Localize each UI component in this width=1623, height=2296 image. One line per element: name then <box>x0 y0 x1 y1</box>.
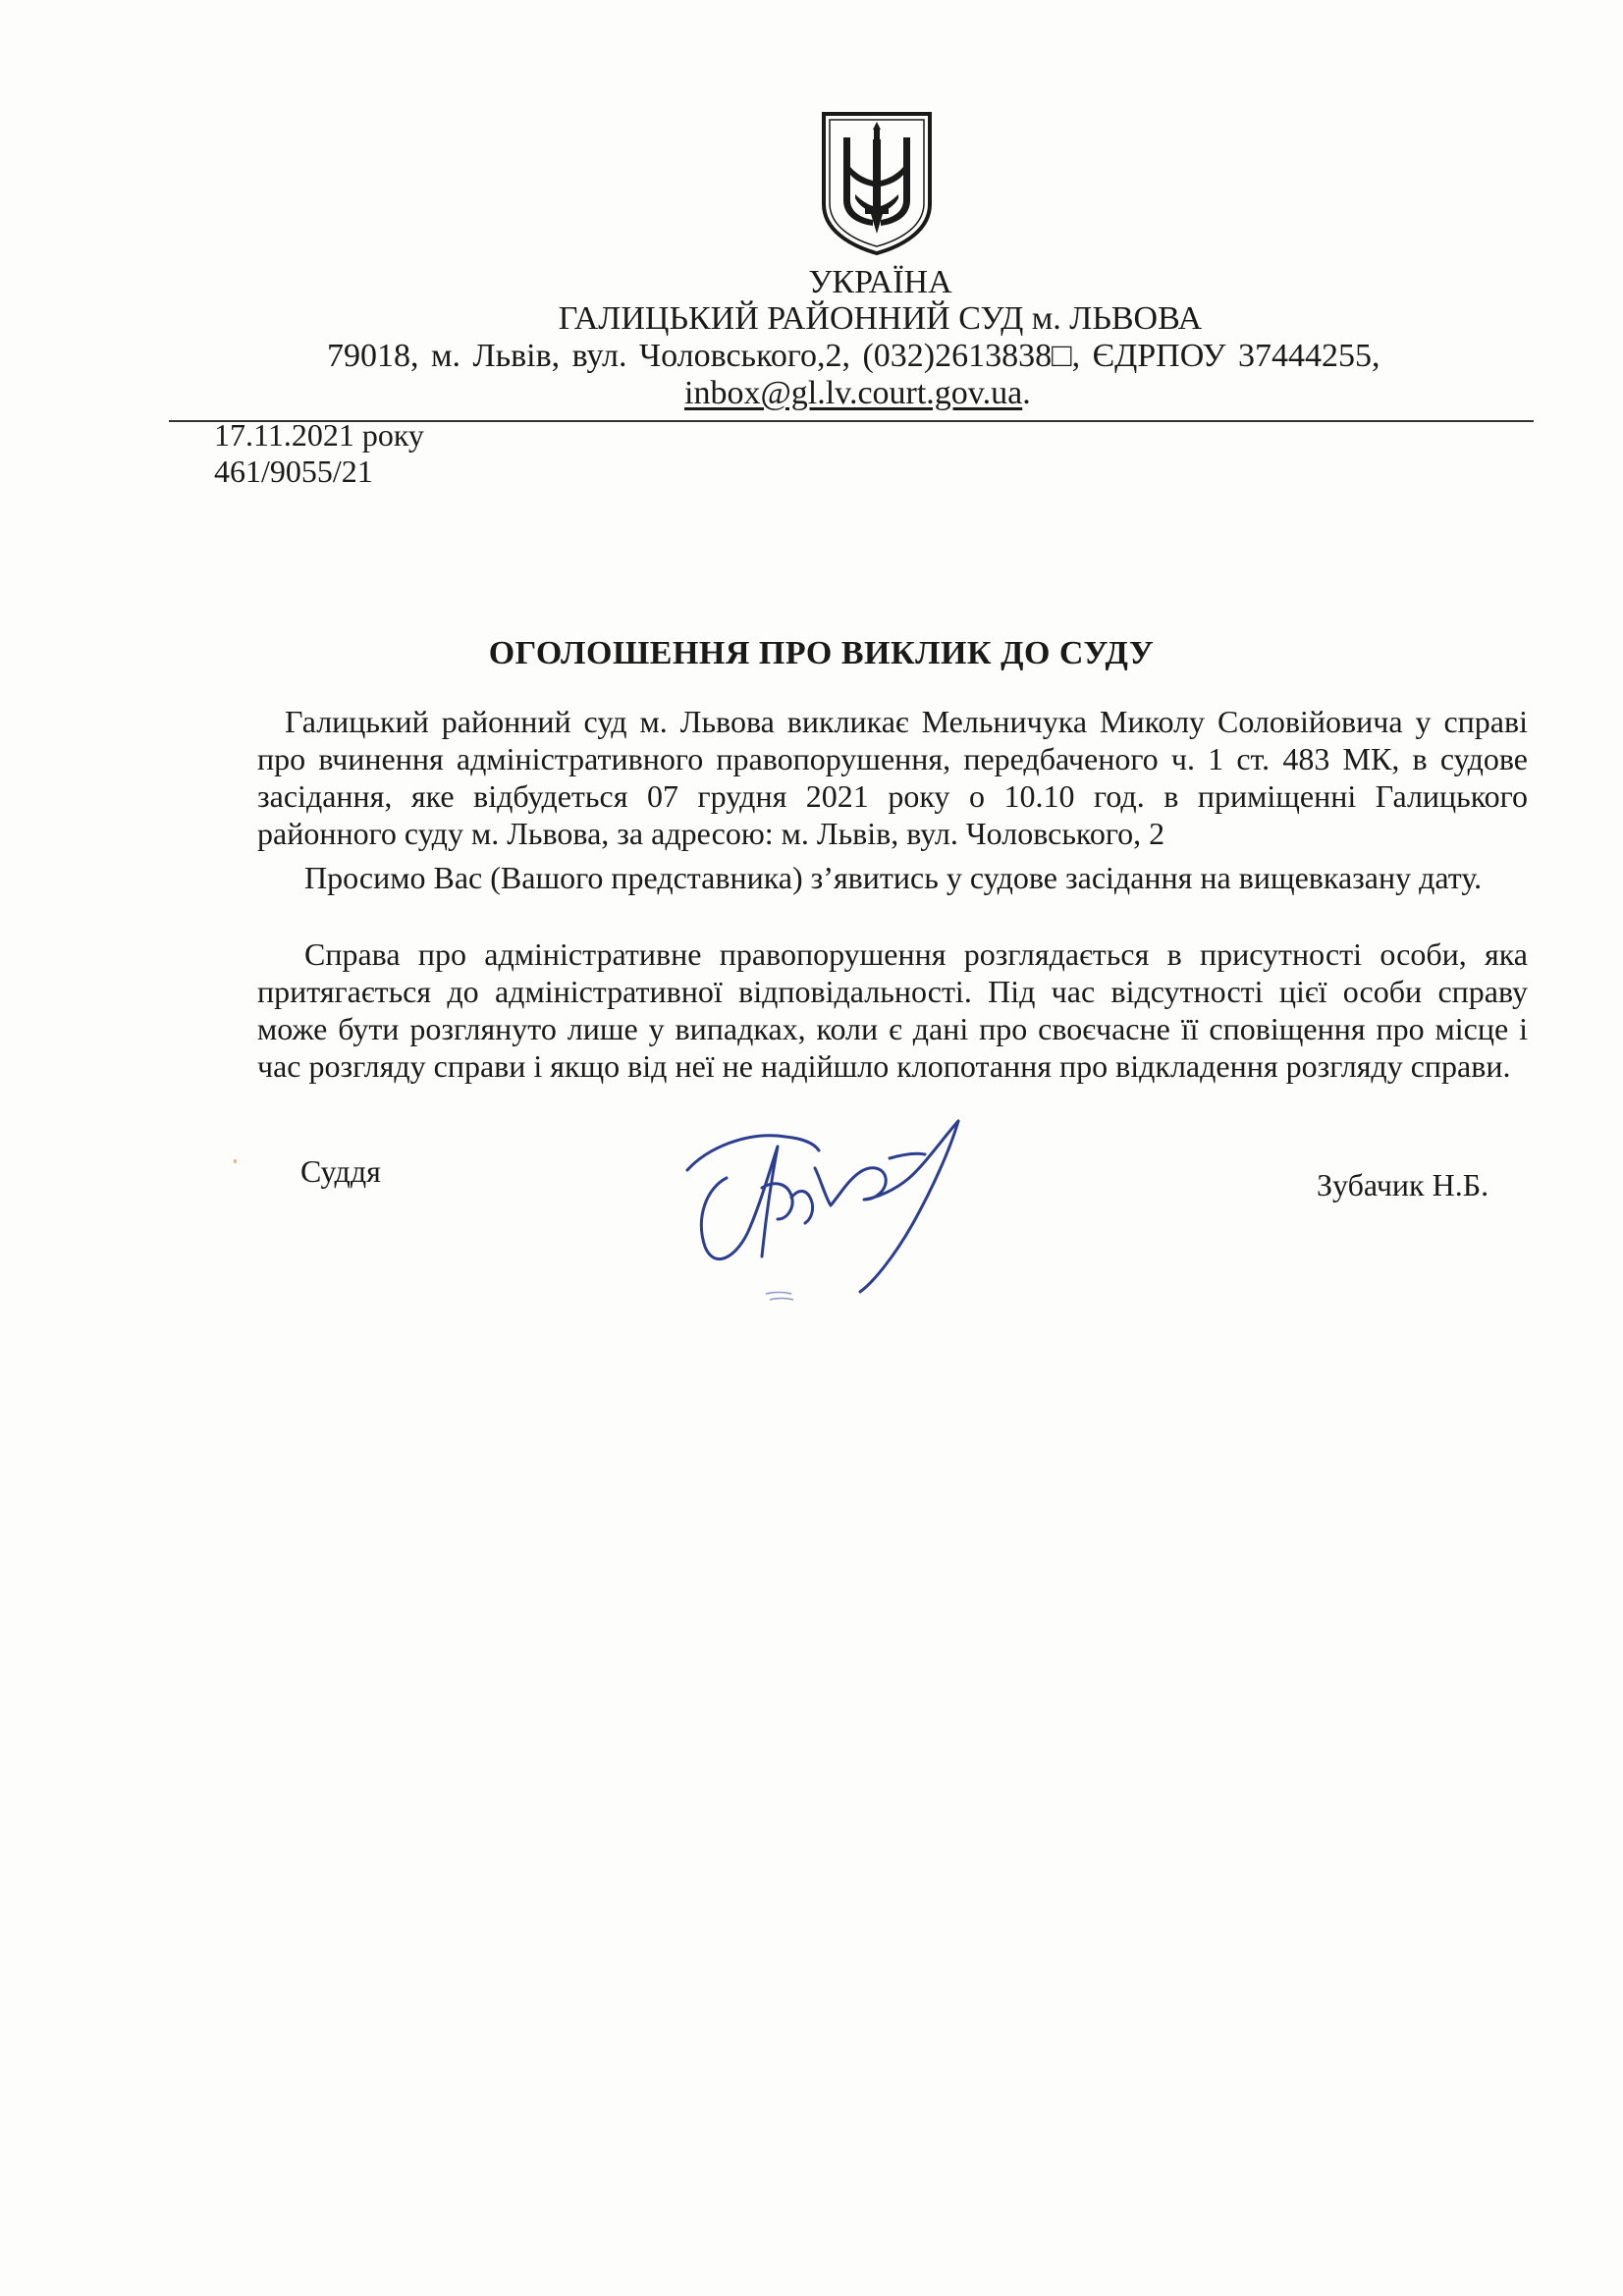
case-number: 461/9055/21 <box>214 454 373 489</box>
court-name: ГАЛИЦЬКИЙ РАЙОННИЙ СУД м. ЛЬВОВА <box>558 300 1203 337</box>
email-line <box>684 374 1031 413</box>
body-paragraph: Справа про адміністративне правопорушення розглядається в присутності особи, яка притягається до адміністративної відповідальності. Під час відсутності цієї особи справу може бути розглянуто лише у випадках, коли є дані про своєчасне її сповіщення про місце і час розгляду справи і якщо від неї не надійшло клопотання про відкладення розгляду справи. <box>257 936 1528 1084</box>
court-email-link[interactable]: inbox@gl.lv.court.gov.ua <box>684 375 1023 411</box>
document-title: ОГОЛОШЕННЯ ПРО ВИКЛИК ДО СУДУ <box>488 635 1155 671</box>
country-name: УКРАЇНА <box>808 264 952 300</box>
body-paragraph: Просимо Вас (Вашого представника) з’явитись у судове засідання на вищевказану дату. <box>304 860 1483 895</box>
court-address: 79018, м. Львів, вул. Чоловського,2, (032)2613838□, ЄДРПОУ 37444255, <box>327 338 1380 374</box>
handwritten-signature <box>668 1109 982 1310</box>
signer-role: Суддя <box>300 1153 381 1189</box>
body-paragraph: Галицький районний суд м. Львова викликає Мельничука Миколу Соловійовича у справі про вчинення адміністративного правопорушення, передбаченого ч. 1 ст. 483 МК, в судове засідання, яке відбудеться 07 грудня 2021 року о 10.10 год. в приміщенні Галицького районного суду м. Львова, за адресою: м. Львів, вул. Чоловського, 2 <box>257 704 1528 851</box>
document-date: 17.11.2021 року <box>214 417 424 453</box>
email-suffix: . <box>1022 375 1031 411</box>
signer-name: Зубачик Н.Б. <box>1317 1167 1489 1202</box>
scan-speck <box>234 1159 237 1163</box>
trident-emblem-icon <box>818 110 936 257</box>
